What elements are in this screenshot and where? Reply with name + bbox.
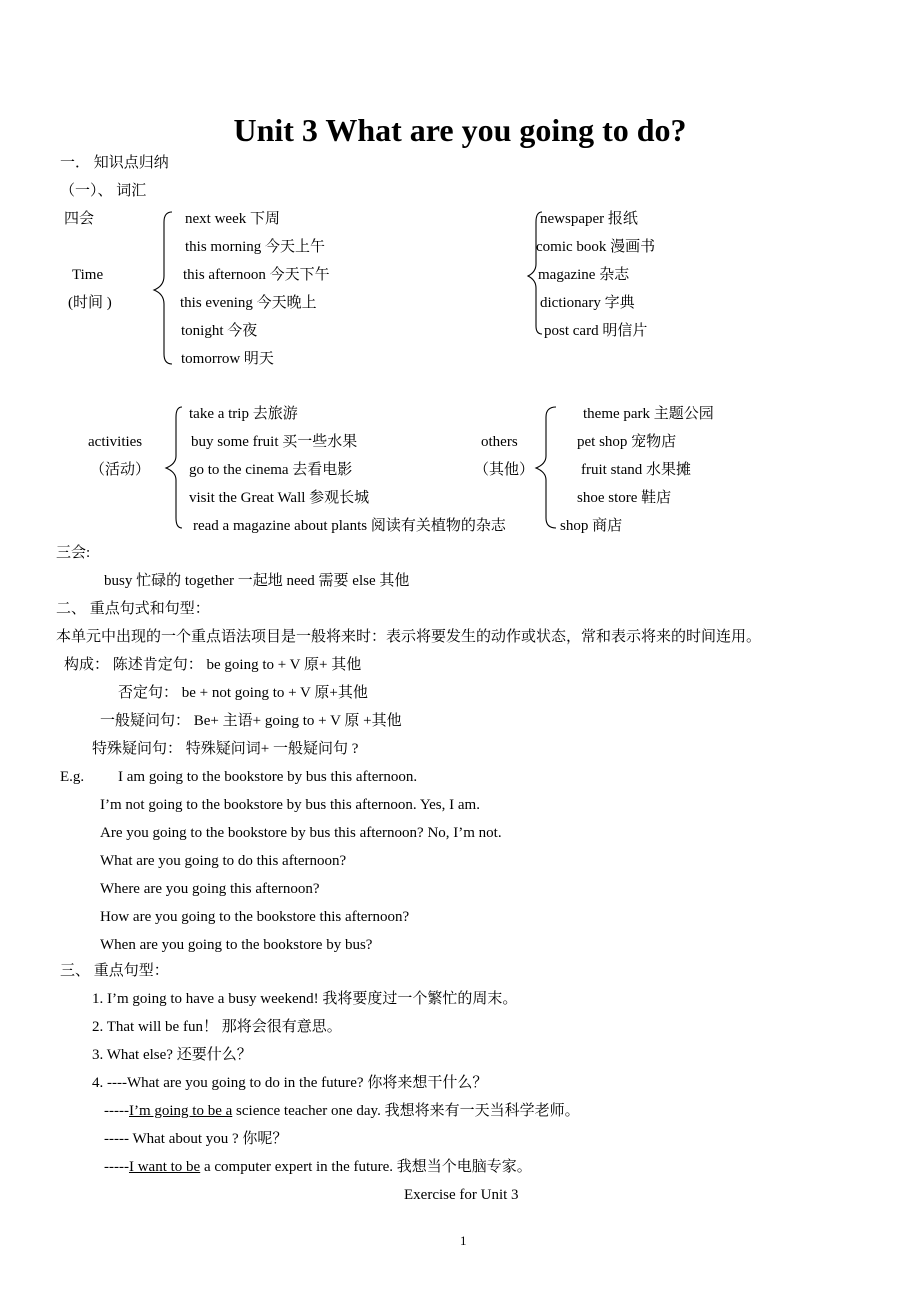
section-1-heading: 一． 知识点归纳 [60, 155, 169, 171]
exercise-title: Exercise for Unit 3 [404, 1187, 519, 1203]
key-sentence [104, 1158, 532, 1176]
three-skills-words: busy 忙碌的 together 一起地 need 需要 else 其他 [104, 573, 410, 589]
left-brace-activities [160, 404, 186, 534]
form-affirmative: 构成： 陈述肯定句： be going to + V 原+ 其他 [64, 657, 362, 673]
others-label: others [481, 434, 518, 450]
time-label-cn: (时间 ) [68, 295, 112, 311]
others-item: fruit stand 水果摊 [581, 462, 691, 478]
activity-item: go to the cinema 去看电影 [189, 462, 353, 478]
others-label-cn: （其他） [474, 462, 535, 478]
form-general-question: 一般疑问句： Be+ 主语+ going to + V 原 +其他 [100, 713, 402, 729]
underlined-phrase: I’m going to be a [128, 1103, 233, 1119]
form-special-question: 特殊疑问句： 特殊疑问词+ 一般疑问句 ? [92, 741, 359, 757]
example-sentence: What are you going to do this afternoon? [100, 853, 347, 869]
example-sentence: I’m not going to the bookstore by bus this afternoon. Yes, I am. [100, 797, 480, 813]
left-brace-time [150, 210, 180, 370]
time-label: Time [72, 267, 104, 283]
others-item: shoe store 鞋店 [577, 490, 672, 506]
page-number: 1 [460, 1233, 467, 1248]
underlined-phrase: I want to be [128, 1159, 201, 1175]
activity-item: read a magazine about plants 阅读有关植物的杂志 [193, 518, 506, 534]
three-skills-label: 三会: [56, 545, 91, 561]
left-brace-others [530, 404, 560, 534]
sentence-rest: science teacher one day. 我想将来有一天当科学老师。 [232, 1103, 580, 1119]
section-3-heading: 三、 重点句型： [60, 963, 169, 979]
reading-item: newspaper 报纸 [540, 211, 638, 227]
sentence-rest: a computer expert in the future. 我想当个电脑专家。 [200, 1159, 532, 1175]
key-sentence: 1. I’m going to have a busy weekend! 我将要度过一个繁忙的周末。 [92, 991, 518, 1007]
example-sentence: How are you going to the bookstore this afternoon? [100, 909, 410, 925]
activity-item: visit the Great Wall 参观长城 [189, 490, 370, 506]
reading-item: dictionary 字典 [540, 295, 635, 311]
time-item: tomorrow 明天 [181, 351, 274, 367]
others-item: theme park 主题公园 [583, 406, 714, 422]
activities-label: activities [88, 434, 143, 450]
vocabulary-subheading: （一）、 词汇 [60, 183, 147, 199]
key-sentence [104, 1102, 580, 1120]
four-skills-label: 四会 [64, 211, 95, 227]
time-item: tonight 今夜 [181, 323, 258, 339]
key-sentence: 3. What else? 还要什么？ [92, 1047, 252, 1063]
time-item: this afternoon 今天下午 [183, 267, 330, 283]
dialog-dash: ----- [104, 1159, 129, 1175]
reading-item: post card 明信片 [544, 323, 648, 339]
activities-label-cn: （活动） [90, 462, 151, 478]
time-item: this morning 今天上午 [185, 239, 326, 255]
example-sentence: I am going to the bookstore by bus this afternoon. [118, 769, 418, 785]
form-negative: 否定句： be + not going to + V 原+其他 [118, 685, 368, 701]
time-item: this evening 今天晚上 [180, 295, 317, 311]
example-sentence: Are you going to the bookstore by bus this afternoon? No, I’m not. [100, 825, 502, 841]
grammar-intro: 本单元中出现的一个重点语法项目是一般将来时：表示将要发生的动作或状态，常和表示将来的时间连用。 [56, 629, 762, 645]
reading-item: magazine 杂志 [538, 267, 630, 283]
key-sentence: 4. ----What are you going to do in the future? 你将来想干什么？ [92, 1075, 488, 1091]
key-sentence: ----- What about you ? 你呢？ [104, 1131, 288, 1147]
dialog-dash: ----- [104, 1103, 129, 1119]
example-sentence: Where are you going this afternoon? [100, 881, 320, 897]
activity-item: take a trip 去旅游 [189, 406, 298, 422]
others-item: shop 商店 [560, 518, 623, 534]
time-item: next week 下周 [185, 211, 280, 227]
page-title: Unit 3 What are you going to do? [233, 112, 687, 148]
others-item: pet shop 宠物店 [577, 434, 677, 450]
example-label: E.g. [60, 769, 85, 785]
reading-item: comic book 漫画书 [536, 239, 656, 255]
activity-item: buy some fruit 买一些水果 [191, 434, 358, 450]
example-sentence: When are you going to the bookstore by bus? [100, 937, 373, 953]
key-sentence: 2. That will be fun！ 那将会很有意思。 [92, 1019, 342, 1035]
section-2-heading: 二、 重点句式和句型： [56, 601, 210, 617]
